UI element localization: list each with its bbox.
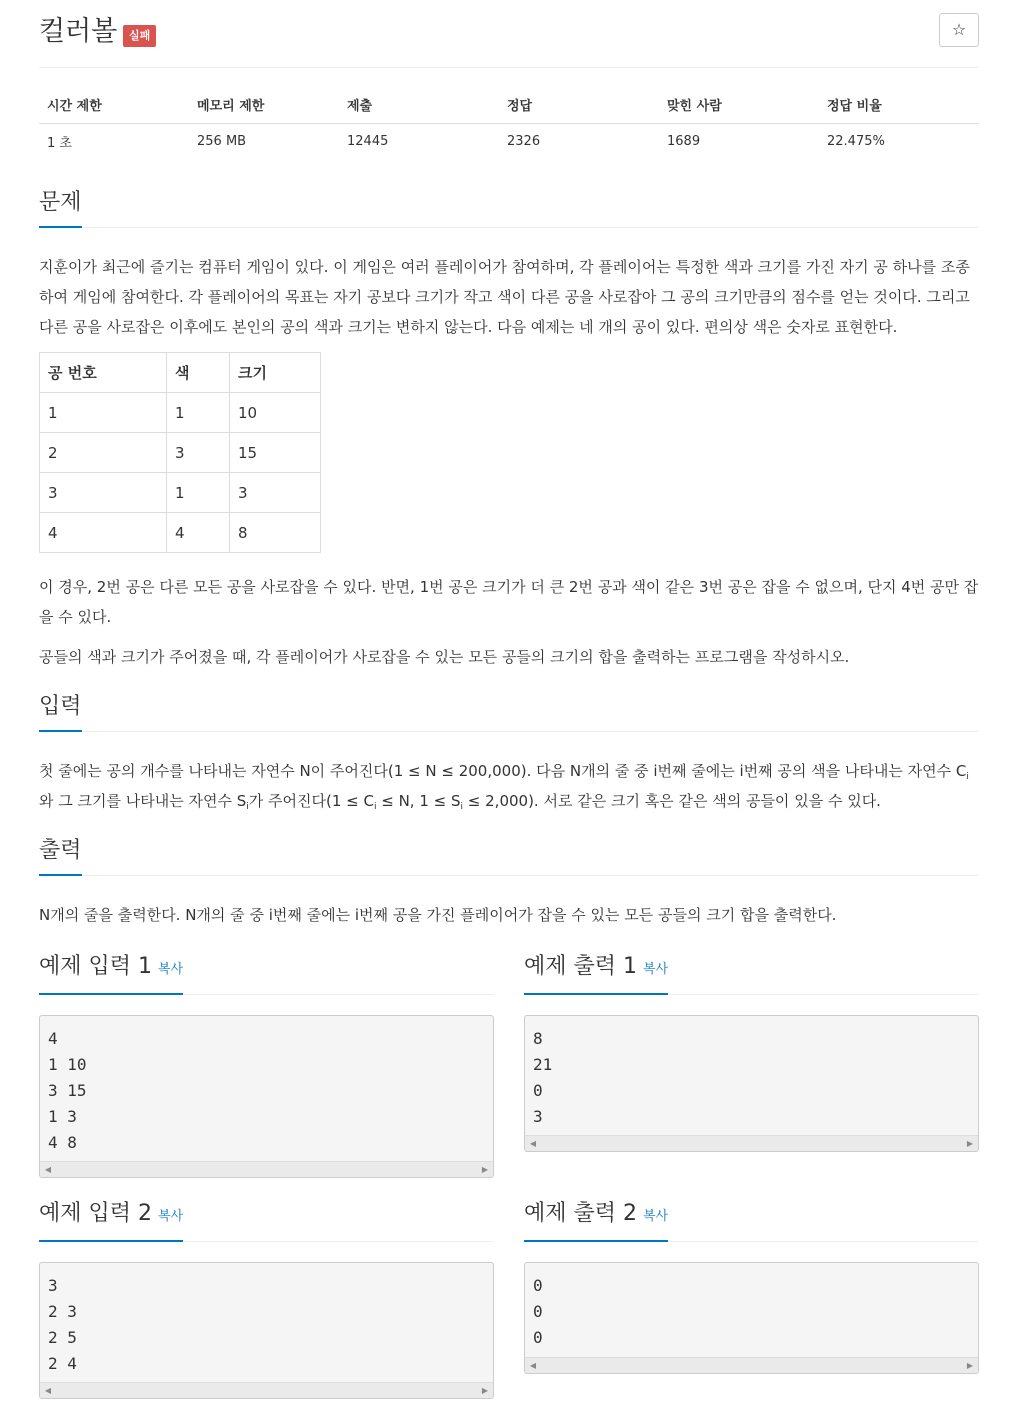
ball-table-header-color: 색: [167, 353, 230, 393]
info-header-solvers: 맞힌 사람: [659, 86, 819, 123]
output-heading: 출력: [39, 836, 82, 876]
table-row: [40, 433, 321, 473]
copy-link[interactable]: 복사: [643, 962, 669, 977]
input-desc-part: 와 그 크기를 나타내는 자연수 S: [39, 792, 247, 810]
horizontal-scrollbar[interactable]: [525, 1357, 978, 1373]
ball-color: 1: [167, 393, 230, 433]
problem-section-header: [39, 188, 979, 228]
problem-explanation: 이 경우, 2번 공은 다른 모든 공을 사로잡을 수 있다. 반면, 1번 공은 크기가 더 큰 2번 공과 색이 같은 3번 공은 잡을 수 없으며, 단지 4번 공만 잡을 수 있다.: [39, 578, 979, 626]
input-desc-part: 첫 줄에는 공의 개수를 나타내는 자연수 N이 주어진다(1 ≤ N ≤ 200,000). 다음 N개의 줄 중 i번째 줄에는 i번째 공의 색을 나타내는 자연수 C: [39, 762, 967, 780]
status-badge: 실패: [123, 25, 156, 47]
subscript-i: i: [373, 802, 377, 812]
input-heading: 입력: [39, 692, 82, 732]
ball-color: 4: [167, 513, 230, 553]
star-icon: ☆: [951, 20, 967, 39]
table-row: [40, 473, 321, 513]
scroll-right-icon[interactable]: ▶: [966, 1139, 974, 1148]
scroll-right-icon[interactable]: ▶: [481, 1165, 489, 1174]
sample-input-1-header: [39, 952, 494, 995]
info-header-accepted: 정답: [499, 86, 659, 123]
scroll-right-icon[interactable]: ▶: [481, 1386, 489, 1395]
problem-heading: 문제: [39, 188, 82, 228]
ball-table-header-row: [40, 353, 321, 393]
ball-color: 1: [167, 473, 230, 513]
table-row: [40, 393, 321, 433]
ball-table-header-number: 공 번호: [40, 353, 167, 393]
ball-size: 10: [230, 393, 321, 433]
copy-link[interactable]: 복사: [158, 1209, 184, 1224]
sample-output-2-box[interactable]: [524, 1262, 979, 1374]
input-description: [39, 756, 979, 816]
info-header-memory-limit: 메모리 제한: [189, 86, 339, 123]
info-submissions: 12445: [347, 133, 389, 149]
ball-example-table: [39, 352, 321, 553]
horizontal-scrollbar[interactable]: [525, 1135, 978, 1151]
sample-input-1-code: 4 1 10 3 15 1 3 4 8: [48, 1029, 87, 1152]
info-solvers: 1689: [667, 133, 701, 149]
page-header: [39, 0, 979, 68]
sample-input-1-title: [39, 952, 183, 995]
copy-link[interactable]: 복사: [643, 1209, 669, 1224]
info-accepted: 2326: [507, 133, 541, 149]
sample-title-text: 예제 입력 1: [39, 954, 152, 979]
horizontal-scrollbar[interactable]: [40, 1161, 493, 1177]
star-button[interactable]: [939, 13, 979, 47]
sample-input-2-box[interactable]: [39, 1262, 494, 1399]
info-header-ratio: 정답 비율: [819, 86, 979, 123]
ball-size: 15: [230, 433, 321, 473]
table-row: [40, 513, 321, 553]
scroll-left-icon[interactable]: ◀: [44, 1165, 52, 1174]
info-header-time-limit: 시간 제한: [39, 86, 189, 123]
scroll-left-icon[interactable]: ◀: [44, 1386, 52, 1395]
ball-size: 3: [230, 473, 321, 513]
page-title: 컬러볼: [39, 16, 118, 47]
sample-output-1-box[interactable]: [524, 1015, 979, 1152]
input-desc-part: 가 주어진다(1 ≤ C: [248, 792, 374, 810]
sample-input-1-box[interactable]: [39, 1015, 494, 1178]
subscript-i: i: [966, 772, 969, 782]
ball-color: 3: [167, 433, 230, 473]
output-description: N개의 줄을 출력한다. N개의 줄 중 i번째 줄에는 i번째 공을 가진 플레이어가 잡을 수 있는 모든 공들의 크기 합을 출력한다.: [39, 906, 837, 924]
subscript-i: i: [460, 802, 464, 812]
ball-size: 8: [230, 513, 321, 553]
sample-title-text: 예제 출력 1: [524, 954, 637, 979]
sample-output-1-code: 8 21 0 3: [533, 1029, 553, 1126]
sample-input-2-code: 3 2 3 2 5 2 4: [48, 1276, 77, 1373]
ball-table-header-size: 크기: [230, 353, 321, 393]
info-header-submissions: 제출: [339, 86, 499, 123]
problem-intro: 지훈이가 최근에 즐기는 컴퓨터 게임이 있다. 이 게임은 여러 플레이어가 참여하며, 각 플레이어는 특정한 색과 크기를 가진 자기 공 하나를 조종하여 게임에 참여한다. 각 플레이어의 목표는 자기 공보다 크기가 작고 색이 다른 공을 사로잡아 그 공의 크기만큼의 점수를 얻는 것이다. 그리고 다른 공을 사로잡은 이후에도 본인의 공의 색과 크기는 변하지 않는다. 다음 예제는 네 개의 공이 있다. 편의상 색은 숫자로 표현한다.: [39, 258, 970, 336]
info-header-row: [39, 86, 979, 123]
sample-output-2-header: [524, 1199, 979, 1242]
copy-link[interactable]: 복사: [158, 962, 184, 977]
output-section-header: [39, 836, 979, 876]
sample-title-text: 예제 출력 2: [524, 1201, 637, 1226]
input-desc-part: ≤ N, 1 ≤ S: [376, 792, 461, 810]
sample-output-1-header: [524, 952, 979, 995]
info-time-limit: 1 초: [47, 135, 72, 151]
scroll-right-icon[interactable]: ▶: [966, 1361, 974, 1370]
subscript-i: i: [246, 802, 249, 812]
horizontal-scrollbar[interactable]: [40, 1382, 493, 1398]
sample-output-2-code: 0 0 0: [533, 1276, 543, 1347]
info-value-row: [39, 123, 979, 159]
ball-number: 4: [40, 513, 167, 553]
sample-input-2-header: [39, 1199, 494, 1242]
ball-number: 1: [40, 393, 167, 433]
input-desc-part: ≤ 2,000). 서로 같은 크기 혹은 같은 색의 공들이 있을 수 있다.: [463, 792, 881, 810]
ball-number: 3: [40, 473, 167, 513]
sample-input-2-title: [39, 1199, 183, 1242]
sample-output-2-title: [524, 1199, 668, 1242]
info-memory-limit: 256 MB: [197, 133, 247, 149]
scroll-left-icon[interactable]: ◀: [529, 1139, 537, 1148]
problem-info-table: [39, 86, 979, 159]
scroll-left-icon[interactable]: ◀: [529, 1361, 537, 1370]
ball-number: 2: [40, 433, 167, 473]
sample-output-1-title: [524, 952, 668, 995]
input-section-header: [39, 692, 979, 732]
problem-task: 공들의 색과 크기가 주어졌을 때, 각 플레이어가 사로잡을 수 있는 모든 공들의 크기의 합을 출력하는 프로그램을 작성하시오.: [39, 648, 850, 666]
info-ratio: 22.475%: [827, 133, 885, 149]
sample-title-text: 예제 입력 2: [39, 1201, 152, 1226]
